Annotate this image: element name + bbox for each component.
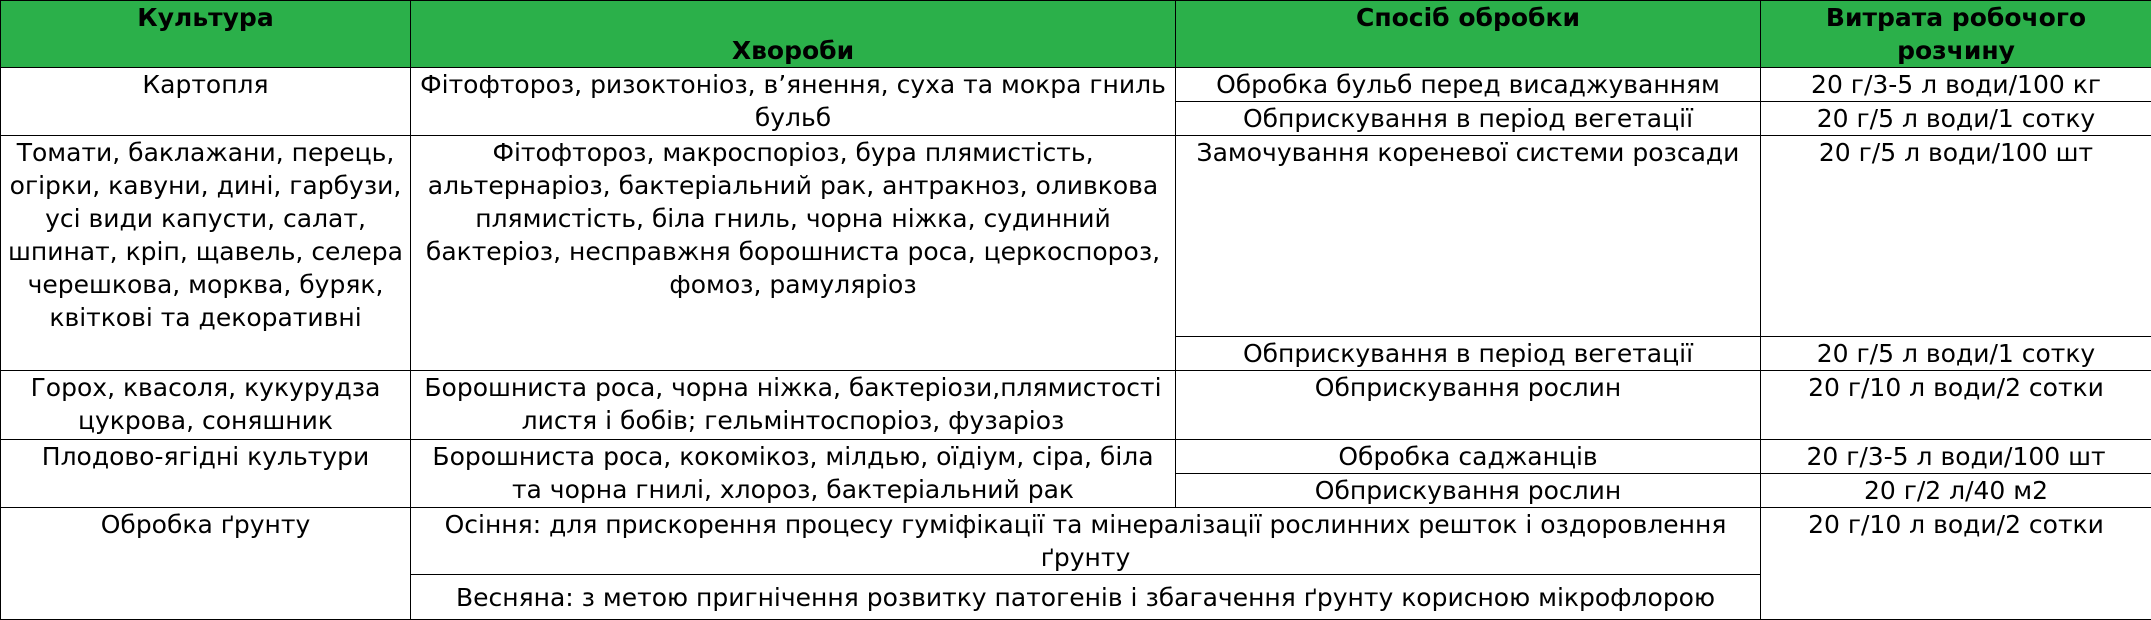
rate-cell: 20 г/10 л води/2 сотки bbox=[1761, 371, 2151, 440]
method-cell: Обробка бульб перед висаджуванням bbox=[1176, 68, 1761, 102]
method-cell: Обприскування в період вегетації bbox=[1176, 102, 1761, 136]
header-rate: Витрата робочого розчину bbox=[1761, 1, 2151, 68]
culture-cell: Томати, баклажани, перець, огірки, кавуни, дині, гарбузи, усі види капусти, салат, шпинат, кріп, щавель, селера черешкова, морква, буряк, квіткові та декоративні bbox=[1, 136, 411, 371]
culture-cell: Картопля bbox=[1, 68, 411, 136]
header-row bbox=[1, 1, 2151, 68]
method-cell: Замочування кореневої системи розсади bbox=[1176, 136, 1761, 337]
table-row bbox=[1, 508, 2151, 575]
culture-cell: Горох, квасоля, кукурудза цукрова, соняшник bbox=[1, 371, 411, 440]
rate-cell: 20 г/10 л води/2 сотки bbox=[1761, 508, 2151, 620]
rate-cell: 20 г/2 л/40 м2 bbox=[1761, 474, 2151, 508]
method-cell: Обприскування рослин bbox=[1176, 474, 1761, 508]
soil-autumn-cell: Осіння: для прискорення процесу гуміфікації та мінералізації рослинних решток і оздоровлення ґрунту bbox=[411, 508, 1761, 575]
method-cell: Обробка саджанців bbox=[1176, 440, 1761, 474]
header-culture: Культура bbox=[1, 1, 411, 68]
method-cell: Обприскування рослин bbox=[1176, 371, 1761, 440]
rate-cell: 20 г/5 л води/100 шт bbox=[1761, 136, 2151, 337]
diseases-cell: Борошниста роса, кокомікоз, мілдью, оїдіум, сіра, біла та чорна гнилі, хлороз, бактеріальний рак bbox=[411, 440, 1176, 508]
rate-cell: 20 г/3-5 л води/100 кг bbox=[1761, 68, 2151, 102]
header-diseases: Хвороби bbox=[411, 1, 1176, 68]
culture-cell: Обробка ґрунту bbox=[1, 508, 411, 620]
table-row bbox=[1, 440, 2151, 474]
rate-cell: 20 г/5 л води/1 сотку bbox=[1761, 337, 2151, 371]
diseases-cell: Фітофтороз, макроспоріоз, бура плямистість, альтернаріоз, бактеріальний рак, антракноз, оливкова плямистість, біла гниль, чорна ніжка, судинний бактеріоз, несправжня борошниста роса, церкоспороз, фомоз, рамуляріоз bbox=[411, 136, 1176, 371]
culture-cell: Плодово-ягідні культури bbox=[1, 440, 411, 508]
table-row bbox=[1, 68, 2151, 102]
diseases-cell: Борошниста роса, чорна ніжка, бактеріози,плямистості листя і бобів; гельмінтоспоріоз, фузаріоз bbox=[411, 371, 1176, 440]
soil-spring-cell: Весняна: з метою пригнічення розвитку патогенів і збагачення ґрунту корисною мікрофлорою bbox=[411, 575, 1761, 620]
table-row bbox=[1, 371, 2151, 440]
method-cell: Обприскування в період вегетації bbox=[1176, 337, 1761, 371]
diseases-cell: Фітофтороз, ризоктоніоз, в’янення, суха та мокра гниль бульб bbox=[411, 68, 1176, 136]
header-method: Спосіб обробки bbox=[1176, 1, 1761, 68]
rate-cell: 20 г/3-5 л води/100 шт bbox=[1761, 440, 2151, 474]
table-row bbox=[1, 136, 2151, 337]
rate-cell: 20 г/5 л води/1 сотку bbox=[1761, 102, 2151, 136]
